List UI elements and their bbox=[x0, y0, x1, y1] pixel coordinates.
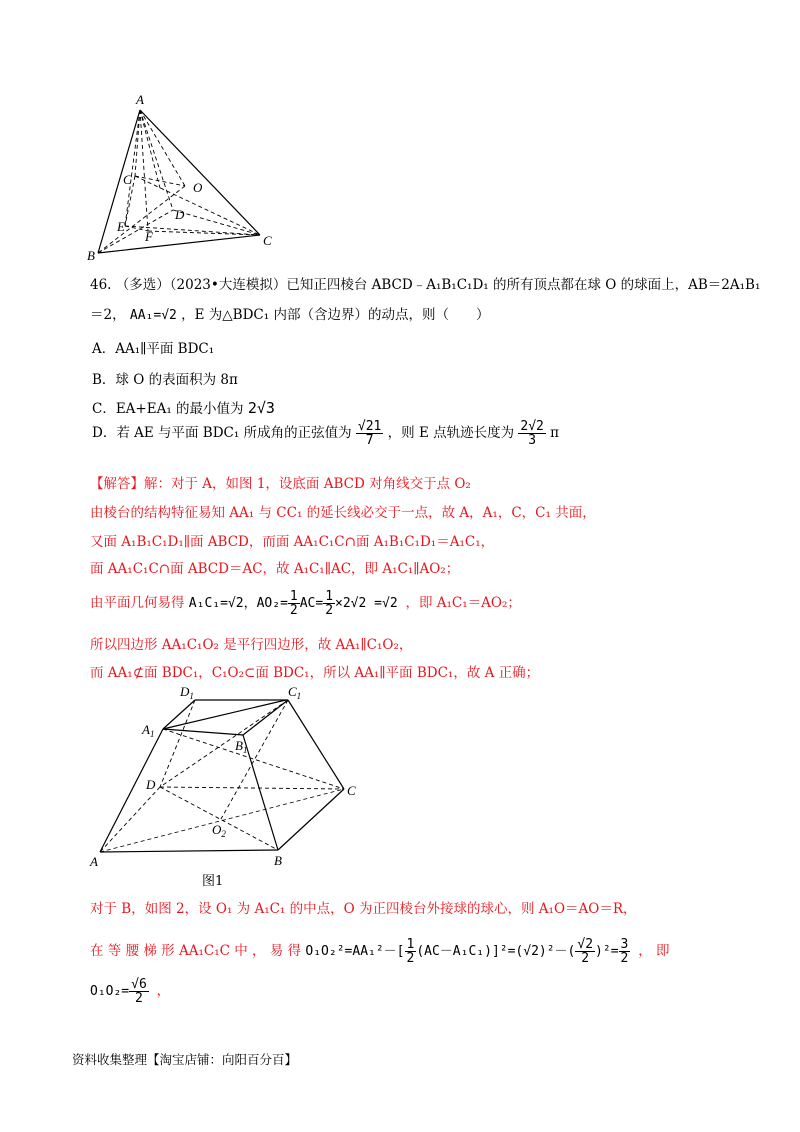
solution-line-4: 面 AA₁C₁C∩面 ABCD＝AC，故 A₁C₁∥AC，即 A₁C₁∥AO₂； bbox=[90, 561, 460, 577]
question-line-2: ＝2， AA₁=√2 ，E 为△BDC₁ 内部（含边界）的动点，则（ ） bbox=[90, 307, 490, 323]
option-d: D．若 AE 与平面 BDC₁ 所成角的正弦值为 $\frac{√21}{7}$ ，则 E 点轨迹长度为 $\frac{2√2}{3}$ π bbox=[92, 419, 560, 448]
solution-line-6: 所以四边形 AA₁C₁O₂ 是平行四边形，故 AA₁∥C₁O₂， bbox=[90, 637, 413, 653]
question-stem: （多选）（2023•大连模拟）已知正四棱台 ABCD﹣A₁B₁C₁D₁ 的所有顶点都在球 O 的球面上，AB＝2A₁B₁ bbox=[115, 277, 761, 293]
fraction-sqrt21-7: $\frac{√21}{7}$ bbox=[357, 419, 382, 448]
label-E: E bbox=[117, 219, 125, 234]
solution-line-8: 对于 B，如图 2，设 O₁ 为 A₁C₁ 的中点，O 为正四棱台外接球的球心，则 A₁O＝AO＝R， bbox=[90, 901, 637, 917]
label-D: D bbox=[146, 777, 156, 792]
figure-tetrahedron bbox=[85, 88, 295, 263]
question-number: 46. bbox=[90, 277, 112, 293]
formula-aa1: AA₁=√2 bbox=[129, 308, 177, 323]
formula-a1c1-ao2: A₁C₁=√2，AO₂= $\frac{1}{2}$ AC= $\frac{1}{2}$ ×2√2 =√2 bbox=[188, 589, 398, 618]
option-b: B．球 O 的表面积为 8π bbox=[92, 372, 238, 388]
label-B: B bbox=[87, 248, 95, 263]
label-A: A bbox=[136, 92, 144, 107]
label-C1: C bbox=[123, 172, 132, 187]
option-a: A．AA₁∥平面 BDC₁ bbox=[92, 341, 215, 357]
label-O: O bbox=[193, 180, 203, 195]
label-D: D bbox=[175, 207, 185, 222]
label-C: C bbox=[347, 783, 356, 798]
formula-o1o2: O₁O₂= $\frac{√6}{2}$ bbox=[90, 977, 147, 1006]
solution-line-7: 而 AA₁⊄面 BDC₁，C₁O₂⊂面 BDC₁，所以 AA₁∥平面 BDC₁，故 A 正确； bbox=[90, 665, 540, 681]
solution-line-10: O₁O₂= $\frac{√6}{2}$ ， bbox=[90, 977, 171, 1006]
label-C1: $C_1$ bbox=[288, 684, 302, 701]
question-line-1 bbox=[90, 273, 760, 293]
footer: 资料收集整理【淘宝店铺：向阳百分百】 bbox=[72, 1052, 298, 1067]
solution-line-5: 由平面几何易得 A₁C₁=√2，AO₂= $\frac{1}{2}$ AC= $\frac{1}{2}$ ×2√2 =√2 ，即 A₁C₁＝AO₂； bbox=[90, 589, 521, 618]
label-B1: $B_1$ bbox=[235, 738, 248, 755]
solution-line-3: 又面 A₁B₁C₁D₁∥面 ABCD，而面 AA₁C₁C∩面 A₁B₁C₁D₁＝A₁C₁， bbox=[90, 534, 495, 550]
label-F: F bbox=[145, 229, 153, 244]
label-B: B bbox=[274, 853, 282, 868]
label-O2: $O_2$ bbox=[212, 822, 226, 839]
option-c-value: 2√3 bbox=[247, 399, 275, 417]
solution-line-2: 由棱台的结构特征易知 AA₁ 与 CC₁ 的延长线必交于一点，故 A，A₁，C，C₁ 共面， bbox=[90, 505, 596, 521]
label-A: A bbox=[90, 854, 98, 869]
label-A1: $A_1$ bbox=[142, 722, 155, 739]
option-c: C．EA+EA₁ 的最小值为 2√3 bbox=[92, 399, 275, 417]
fraction-2sqrt2-3: $\frac{2√2}{3}$ bbox=[520, 419, 544, 448]
solution-line-9: 在 等 腰 梯 形 AA₁C₁C 中 ， 易 得 O₁O₂²=AA₁²－[ $\frac{1}{2}$ (AC－A₁C₁)]²=(√2)²－( $\frac{√2}{2}$ )²= $\frac{3}{2}$ ， 即 bbox=[90, 937, 670, 966]
label-C: C bbox=[263, 233, 272, 248]
solution-line-1: 【解答】解：对于 A，如图 1，设底面 ABCD 对角线交于点 O₂ bbox=[90, 476, 471, 492]
figure-1-caption: 图1 bbox=[202, 874, 224, 889]
formula-o1o2-squared: O₁O₂²=AA₁²－[ $\frac{1}{2}$ (AC－A₁C₁)]²=(√2)²－( $\frac{√2}{2}$ )²= $\frac{3}{2}$ bbox=[305, 937, 629, 966]
figure-1-frustum bbox=[88, 682, 378, 887]
label-D1: $D_1$ bbox=[180, 684, 194, 701]
